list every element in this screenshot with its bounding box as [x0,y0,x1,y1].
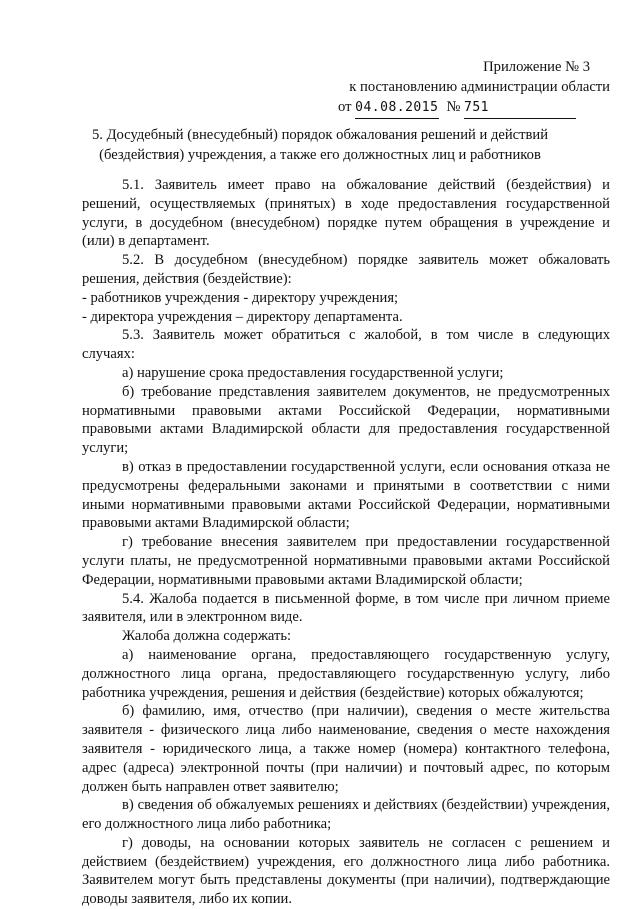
date-prefix: от [338,99,352,115]
subitem-b: б) требование представления заявителем документов, не предусмотренных нормативными правовыми актами Российской Федерации, нормативными правовыми актами Владимирской области для предоставления государственной услуги; [82,383,610,457]
complaint-contents-intro: Жалоба должна содержать: [122,628,292,645]
appendix-title: Приложение № 3 [483,59,590,75]
subitem-a: а) нарушение срока предоставления государственной услуги; [122,364,504,381]
paragraph-5-1: 5.1. Заявитель имеет право на обжалование действий (бездействия) и решений, осуществляемых (принятых) в ходе предоставления государственной услуги, в досудебном (внесудебном) порядке путем обращения в учреждение и (или) в департамент. [82,177,610,250]
subitem-g: г) требование внесения заявителем при предоставлении государственной услуги платы, не предусмотренной нормативными правовыми актами Российской Федерации, нормативными правовыми актами Владимирской области; [82,534,610,588]
complaint-item-g: г) доводы, на основании которых заявитель не согласен с решением и действием (бездействием) учреждения, его должностного лица либо работника. Заявителем могут быть представлены документы (при наличии), подтверждающие доводы заявителя, либо их копии. [82,834,610,908]
section-heading-line-1: 5. Досудебный (внесудебный) порядок обжалования решений и действий [91,127,549,143]
subitem-v: в) отказ в предоставлении государственной услуги, если основания отказа не предусмотрены федеральными законами и принятыми в соответствии с ними иными нормативными правовыми актами Российской Федерации, нормативными правовыми актами Владимирской области; [82,458,610,532]
number-prefix: № [446,99,461,115]
section-heading-line-2: (бездействия) учреждения, а также его должностных лиц и работников [99,147,541,163]
complaint-item-v: в) сведения об обжалуемых решениях и действиях (бездействии) учреждения, его должностного лица либо работника; [82,797,610,833]
paragraph-5-4: 5.4. Жалоба подается в письменной форме, в том числе при личном приеме заявителя, или в электронном виде. [82,590,610,626]
appendix-date-number-line [330,97,610,119]
handwritten-date: 04.08.2015 [355,98,439,119]
appendix-block [330,57,610,119]
document-body [82,176,610,909]
list-item: - работников учреждения - директору учреждения; [82,289,399,306]
complaint-item-a: а) наименование органа, предоставляющего государственную услугу, должностного лица органа, предоставляющего государственную услугу, либо работника учреждения, решения и действия (бездействие) которых обжалуются; [82,646,610,701]
handwritten-number: 751 [464,98,576,119]
appendix-resolution-line: к постановлению администрации области [349,79,610,95]
paragraph-5-3: 5.3. Заявитель может обратиться с жалобой, в том числе в следующих случаях: [82,327,610,363]
list-item: - директора учреждения – директору департамента. [82,308,403,325]
paragraph-5-2: 5.2. В досудебном (внесудебном) порядке заявитель может обжаловать решения, действия (бездействие): [82,252,610,287]
complaint-item-b: б) фамилию, имя, отчество (при наличии), сведения о месте жительства заявителя - физического лица либо наименование, сведения о месте нахождения заявителя - юридического лица, а также номер (номера) контактного телефона, адрес (адреса) электронной почты (при наличии) и почтовый адрес, по которым должен быть направлен ответ заявителю; [82,703,610,795]
section-heading [60,125,580,165]
